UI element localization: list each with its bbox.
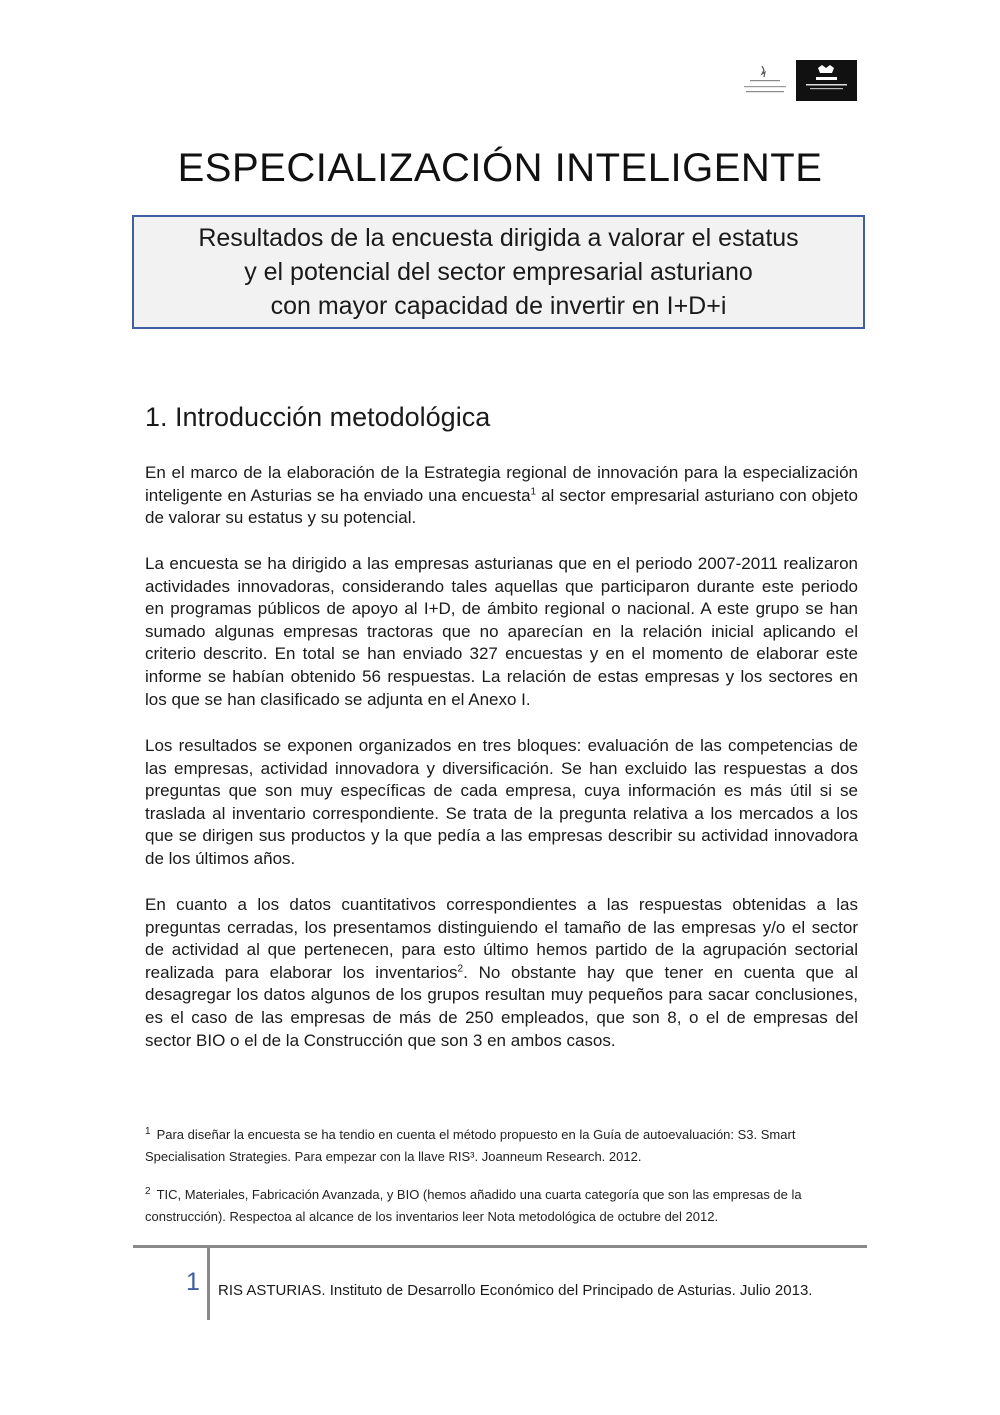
subtitle-line: con mayor capacidad de invertir en I+D+i: [270, 292, 727, 320]
paragraph-3: Los resultados se exponen organizados en tres bloques: evaluación de las competencias de las empresas, actividad innovadora y diversificación. Se han excluido las respuestas a dos preguntas que son muy específicas de cada empresa, cuya información es más útil si se traslada al inventario correspondiente. Se trata de la pregunta relativa a los mercados a los que se dirigen sus productos y la que pedía a las empresas describir su actividad innovadora de los últimos años.: [145, 736, 858, 868]
section-heading: 1. Introducción metodológica: [145, 402, 491, 432]
subtitle-line: Resultados de la encuesta dirigida a valorar el estatus: [198, 224, 799, 252]
footer-divider: [133, 1245, 867, 1248]
subtitle-line: y el potencial del sector empresarial asturiano: [244, 258, 753, 286]
footnote-text: TIC, Materiales, Fabricación Avanzada, y BIO (hemos añadido una cuarta categoría que son las empresas de la construcción). Respectoa al alcance de los inventarios leer Nota metodológica de octubre del 2012.: [145, 1187, 802, 1224]
footnote-text: Para diseñar la encuesta se ha tendio en cuenta el método propuesto en la Guía de autoevaluación: S3. Smart Specialisation Strategies. Para empezar con la llave RIS³. Joanneum Research. 2012.: [145, 1127, 796, 1164]
document-title: ESPECIALIZACIÓN INTELIGENTE: [177, 146, 823, 190]
footnote-mark: 2: [145, 1185, 151, 1197]
paragraph-4: [145, 894, 858, 1052]
paragraph-text: En cuanto a los datos cuantitativos correspondientes a las respuestas obtenidas a las preguntas cerradas, los presentamos distinguiendo el tamaño de las empresas y/o el sector de actividad al que pertenecen, para esto último hemos partido de la agrupación sectorial realizada para elaborar los inventarios: [145, 895, 858, 982]
footer-text: RIS ASTURIAS. Instituto de Desarrollo Económico del Principado de Asturias. Julio 2013.: [218, 1282, 813, 1299]
footnote-reference[interactable]: 1: [530, 485, 537, 497]
paragraph-text: al sector empresarial asturiano con objeto de valorar su estatus y su potencial.: [145, 485, 858, 528]
header-logos: [740, 60, 860, 102]
footnote-mark: 1: [145, 1125, 151, 1137]
footer-vertical-divider: [207, 1248, 210, 1320]
subtitle-box: [132, 215, 865, 329]
footnote-1: [145, 1124, 865, 1168]
paragraph-2: La encuesta se ha dirigido a las empresas asturianas que en el periodo 2007-2011 realizaron actividades innovadoras, considerando tales aquellas que participaron durante este periodo en programas públicos de apoyo al I+D, de ámbito regional o nacional. A este grupo se han sumado algunas empresas tractoras que no aparecían en la relación inicial aplicando el criterio descrito. En total se han enviado 327 encuestas y en el momento de elaborar este informe se habían obtenido 56 respuestas. La relación de estas empresas y los sectores en los que se han clasificado se adjunta en el Anexo I.: [145, 554, 858, 709]
government-logo-icon: [740, 64, 790, 98]
footnote-2: [145, 1184, 865, 1228]
paragraph-text: En el marco de la elaboración de la Estrategia regional de innovación para la especialización inteligente en Asturias se ha enviado una encuesta: [145, 463, 858, 505]
page-number: 1: [186, 1268, 200, 1296]
idepa-logo-icon: [796, 60, 857, 101]
paragraph-text: . No obstante hay que tener en cuenta que al desagregar los datos algunos de los grupos resultan muy pequeños para sacar conclusiones, es el caso de las empresas de más de 250 empleados, que son 8, o el de empresas del sector BIO o el de la Construcción que son 3 en ambos casos.: [145, 962, 858, 1050]
footnote-reference[interactable]: 2: [457, 963, 464, 975]
paragraph-1: [145, 462, 858, 530]
